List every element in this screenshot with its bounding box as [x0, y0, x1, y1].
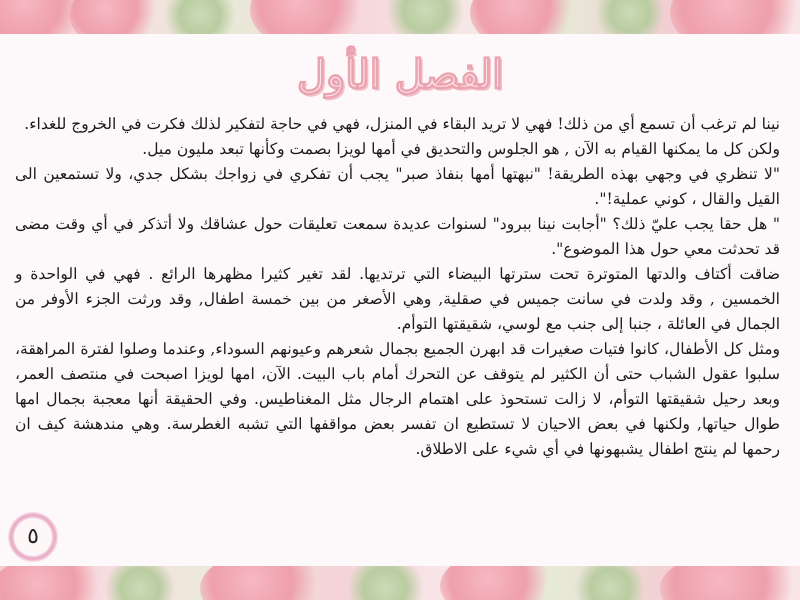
paragraph: "لا تنظري في وجهي بهذه الطريقة! "نبهتها أمها بنفاذ صبر" يجب أن تفكري في زواجك بشكل جدي، ولا تستمعين الى القيل والقال ، كوني عملية!". [15, 165, 780, 208]
paragraph: ضاقت أكتاف والدتها المتوترة تحت سترتها البيضاء التي ترتديها. لقد تغير كثيرا مظهرها الرائع . فهي في الواحدة و الخمسين , وقد ولدت في سانت جميس في صقلية, وهي الأصغر من بين خمسة اطفال, وقد ورثت الجزء الأوفر من الجمال في العائلة ، جنبا إلى جنب مع لوسي، شقيقتها التوأم. [15, 265, 780, 333]
paragraph: " هل حقا يجب عليّ ذلك؟ "أجابت نينا ببرود" لسنوات عديدة سمعت تعليقات حول عشاقك ولا أتذكر في أي وقت مضى قد تحدثت معي حول هذا الموضوع". [15, 215, 780, 258]
paragraph: نينا لم ترغب أن تسمع أي من ذلك! فهي لا تريد البقاء في المنزل، فهي في حاجة لتفكير لذلك فكرت في الخروج للغداء. [24, 115, 780, 133]
paragraph: ولكن كل ما يمكنها القيام به الآن , هو الجلوس والتحديق في أمها لويزا بصمت وكأنها تبعد مليون ميل. [142, 140, 780, 158]
floral-border-top [0, 0, 800, 34]
floral-border-bottom [0, 566, 800, 600]
chapter-text [15, 112, 780, 462]
page-number: ٥ [27, 524, 39, 549]
paragraph: ومثل كل الأطفال، كانوا فتيات صغيرات قد ابهرن الجميع بجمال شعرهم وعيونهم السوداء, وعندما وصلوا لفترة المراهقة، سلبوا عقول الشباب حتى أن الكثير لم يتوقف عن التحرك أمام باب البيت. الآن، امها لويزا اصبحت في منتصف العمر، وبعد رحيل شقيقتها التوأم، لا زالت تستحوذ على اهتمام الرجال مثل المغناطيس. وفي الحقيقة أنها معجبة بجمال امها طوال حياتها, ولكنها في بعض الاحيان لا تستطيع ان تفسر بعض مواقفها التي تشبه الغطرسة. وهي مندهشة كيف ان رحمها لم ينتج اطفال يشبهونها في أي شيء على الاطلاق. [15, 340, 780, 458]
chapter-title: الفصل الأول [296, 51, 504, 98]
page-number-badge [8, 512, 58, 562]
